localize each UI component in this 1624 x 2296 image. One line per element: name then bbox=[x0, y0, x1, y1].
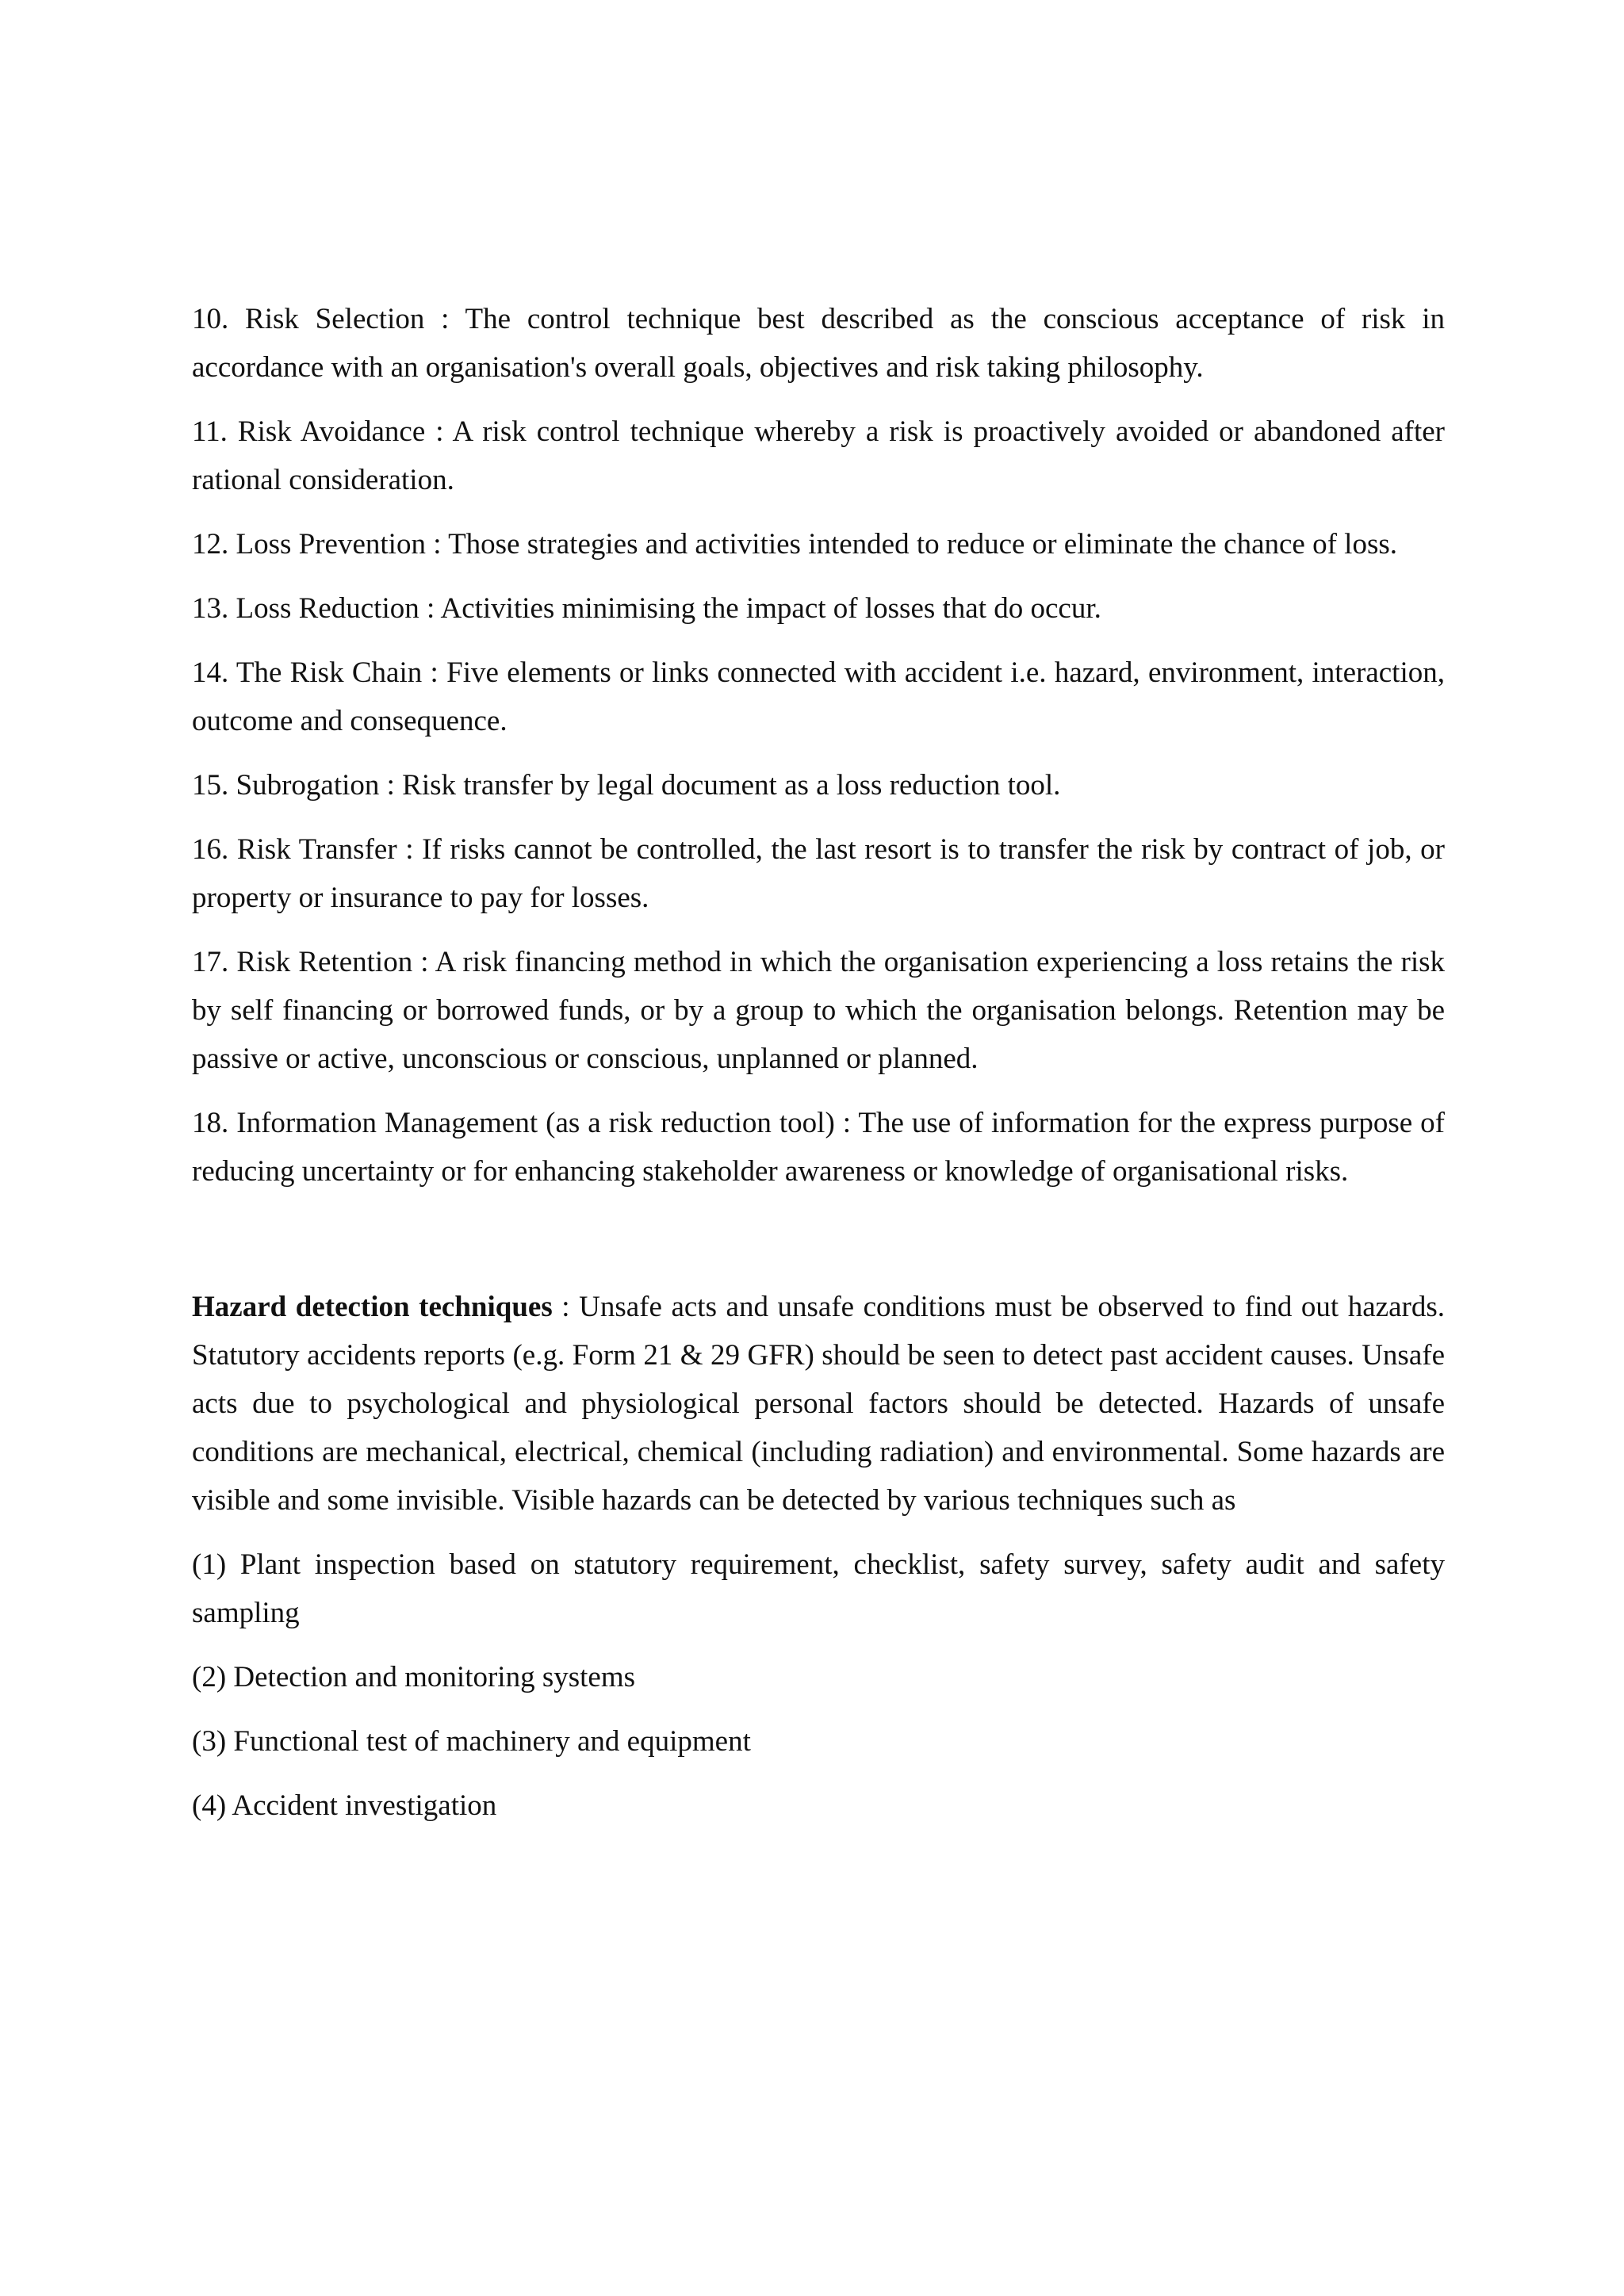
definition-risk-chain: 14. The Risk Chain : Five elements or links connected with accident i.e. hazard, environment, interaction, outcome and consequence. bbox=[192, 656, 1445, 737]
document-page bbox=[192, 295, 1445, 1846]
hazard-detection-heading: Hazard detection techniques bbox=[192, 1291, 553, 1323]
definition-risk-avoidance: 11. Risk Avoidance : A risk control technique whereby a risk is proactively avoided or abandoned after rational consideration. bbox=[192, 415, 1445, 496]
section-spacer bbox=[192, 1211, 1445, 1283]
definition-subrogation: 15. Subrogation : Risk transfer by legal document as a loss reduction tool. bbox=[192, 769, 1061, 802]
definition-information-management: 18. Information Management (as a risk reduction tool) : The use of information for the express purpose of reducing uncertainty or for enhancing stakeholder awareness or knowledge of organisational risks. bbox=[192, 1107, 1445, 1188]
definition-risk-retention: 17. Risk Retention : A risk financing method in which the organisation experiencing a loss retains the risk by self financing or borrowed funds, or by a group to which the organisation belongs. Retention may be passive or active, unconscious or conscious, unplanned or planned. bbox=[192, 946, 1445, 1075]
technique-detection-monitoring: (2) Detection and monitoring systems bbox=[192, 1661, 636, 1693]
technique-accident-investigation: (4) Accident investigation bbox=[192, 1789, 497, 1822]
technique-plant-inspection: (1) Plant inspection based on statutory requirement, checklist, safety survey, safety audit and safety sampling bbox=[192, 1548, 1445, 1629]
technique-functional-test: (3) Functional test of machinery and equipment bbox=[192, 1725, 751, 1758]
definition-loss-prevention: 12. Loss Prevention : Those strategies and activities intended to reduce or eliminate the chance of loss. bbox=[192, 528, 1397, 561]
definition-loss-reduction: 13. Loss Reduction : Activities minimising the impact of losses that do occur. bbox=[192, 592, 1101, 625]
definition-risk-selection: 10. Risk Selection : The control technique best described as the conscious acceptance of risk in accordance with an organisation's overall goals, objectives and risk taking philosophy. bbox=[192, 303, 1445, 384]
hazard-detection-body: : Unsafe acts and unsafe conditions must be observed to find out hazards. Statutory accidents reports (e.g. Form 21 & 29 GFR) should be seen to detect past accident causes. Unsafe acts due to psychological and physiological personal factors should be detected. Hazards of unsafe conditions are mechanical, electrical, chemical (including radiation) and environmental. Some hazards are visible and some invisible. Visible hazards can be detected by various techniques such as bbox=[192, 1291, 1445, 1517]
hazard-detection-paragraph bbox=[192, 1283, 1445, 1525]
definition-risk-transfer: 16. Risk Transfer : If risks cannot be controlled, the last resort is to transfer the risk by contract of job, or property or insurance to pay for losses. bbox=[192, 833, 1445, 914]
